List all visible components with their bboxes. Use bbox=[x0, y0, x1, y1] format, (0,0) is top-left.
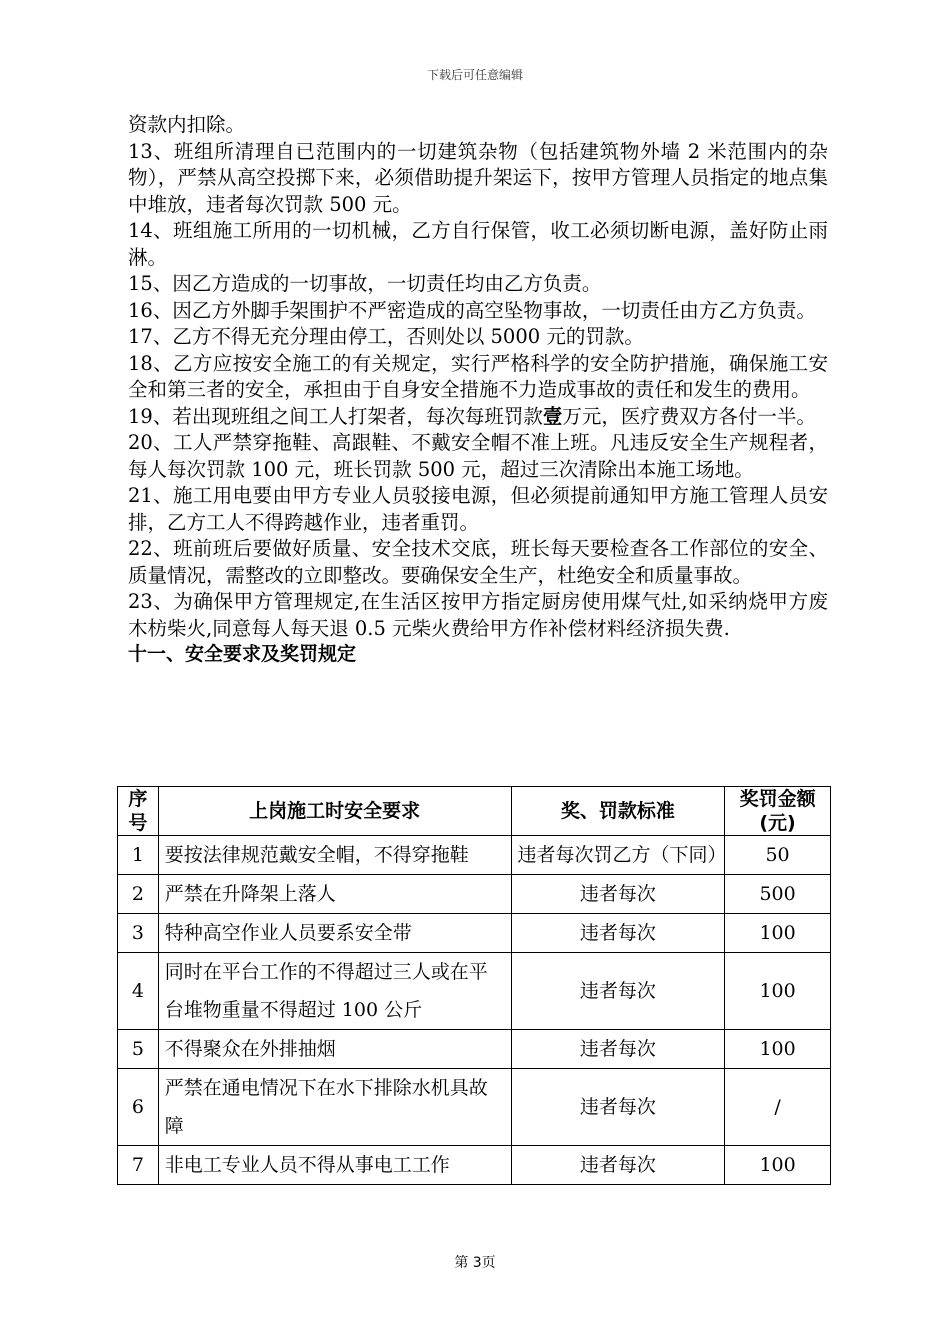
table-row bbox=[118, 914, 831, 953]
row-number: 4 bbox=[118, 953, 159, 1030]
row-standard: 违者每次罚乙方（下同） bbox=[511, 836, 725, 875]
paragraph-19-bold: 壹 bbox=[542, 404, 563, 428]
table-row bbox=[118, 875, 831, 914]
row-standard: 违者每次 bbox=[511, 953, 725, 1030]
row-requirement: 严禁在通电情况下在水下排除水机具故障 bbox=[158, 1069, 511, 1146]
row-number: 2 bbox=[118, 875, 159, 914]
row-amount: 100 bbox=[725, 1146, 831, 1185]
row-requirement: 严禁在升降架上落人 bbox=[158, 875, 511, 914]
row-number: 3 bbox=[118, 914, 159, 953]
row-amount: 100 bbox=[725, 953, 831, 1030]
page-header-note: 下载后可任意编辑 bbox=[426, 68, 523, 82]
paragraph-20: 20、工人严禁穿拖鞋、高跟鞋、不戴安全帽不准上班。凡违反安全生产规程者，每人每次罚款 100 元，班长罚款 500 元，超过三次清除出本施工场地。 bbox=[128, 431, 828, 481]
row-amount: 500 bbox=[725, 875, 831, 914]
table-row bbox=[118, 836, 831, 875]
paragraph-17: 17、乙方不得无充分理由停工，否则处以 5000 元的罚款。 bbox=[128, 325, 644, 348]
paragraph-16: 16、因乙方外脚手架围护不严密造成的高空坠物事故，一切责任由方乙方负责。 bbox=[128, 298, 816, 322]
row-standard: 违者每次 bbox=[511, 1146, 725, 1185]
row-requirement: 非电工专业人员不得从事电工工作 bbox=[158, 1146, 511, 1185]
paragraph-15: 15、因乙方造成的一切事故，一切责任均由乙方负责。 bbox=[128, 272, 602, 295]
row-number: 6 bbox=[118, 1069, 159, 1146]
document-body bbox=[128, 112, 828, 666]
paragraph-19-before: 19、若出现班组之间工人打架者，每次每班罚款 bbox=[128, 404, 543, 428]
row-standard: 违者每次 bbox=[511, 1030, 725, 1069]
table-row bbox=[118, 1069, 831, 1146]
header-requirement: 上岗施工时安全要求 bbox=[158, 787, 511, 836]
row-amount: 100 bbox=[725, 914, 831, 953]
table-row bbox=[118, 953, 831, 1030]
row-standard: 违者每次 bbox=[511, 1069, 725, 1146]
paragraph-18: 18、乙方应按安全施工的有关规定，实行严格科学的安全防护措施，确保施工安全和第三者的安全，承担由于自身安全措施不力造成事故的责任和发生的费用。 bbox=[128, 351, 828, 401]
row-number: 5 bbox=[118, 1030, 159, 1069]
paragraph-19 bbox=[128, 404, 828, 431]
header-number: 序号 bbox=[118, 787, 159, 836]
page-number: 第 3页 bbox=[454, 1255, 496, 1271]
paragraph-22: 22、班前班后要做好质量、安全技术交底，班长每天要检查各工作部位的安全、质量情况，需整改的立即整改。要确保安全生产，杜绝安全和质量事故。 bbox=[128, 537, 828, 587]
row-requirement: 要按法律规范戴安全帽，不得穿拖鞋 bbox=[158, 836, 511, 875]
paragraph-23: 23、为确保甲方管理规定,在生活区按甲方指定厨房使用煤气灶,如采纳烧甲方废木枋柴火,同意每人每天退 0.5 元柴火费给甲方作补偿材料经济损失费. bbox=[128, 590, 828, 640]
paragraph-21: 21、施工用电要由甲方专业人员驳接电源，但必须提前通知甲方施工管理人员安排，乙方工人不得跨越作业，违者重罚。 bbox=[128, 484, 828, 534]
row-amount: 50 bbox=[725, 836, 831, 875]
paragraph-continuation: 资款内扣除。 bbox=[128, 113, 246, 136]
row-requirement: 特种高空作业人员要系安全带 bbox=[158, 914, 511, 953]
row-standard: 违者每次 bbox=[511, 875, 725, 914]
safety-rules-table bbox=[117, 786, 831, 1185]
paragraph-19-after: 万元，医疗费双方各付一半。 bbox=[562, 404, 816, 428]
section-title: 十一、安全要求及奖罚规定 bbox=[128, 643, 357, 665]
header-amount: 奖罚金额(元) bbox=[725, 787, 831, 836]
row-amount: 100 bbox=[725, 1030, 831, 1069]
table-row bbox=[118, 1146, 831, 1185]
row-requirement: 不得聚众在外排抽烟 bbox=[158, 1030, 511, 1069]
table-header-row bbox=[118, 787, 831, 836]
paragraph-14: 14、班组施工所用的一切机械，乙方自行保管，收工必须切断电源，盖好防止雨淋。 bbox=[128, 219, 828, 269]
paragraph-13: 13、班组所清理自已范围内的一切建筑杂物（包括建筑物外墙 2 米范围内的杂物），严禁从高空投掷下来，必须借助提升架运下，按甲方管理人员指定的地点集中堆放，违者每次罚款 500 元。 bbox=[128, 139, 828, 216]
row-amount: / bbox=[725, 1069, 831, 1146]
row-standard: 违者每次 bbox=[511, 914, 725, 953]
row-requirement: 同时在平台工作的不得超过三人或在平台堆物重量不得超过 100 公斤 bbox=[158, 953, 511, 1030]
row-number: 7 bbox=[118, 1146, 159, 1185]
table-row bbox=[118, 1030, 831, 1069]
header-standard: 奖、罚款标准 bbox=[511, 787, 725, 836]
row-number: 1 bbox=[118, 836, 159, 875]
